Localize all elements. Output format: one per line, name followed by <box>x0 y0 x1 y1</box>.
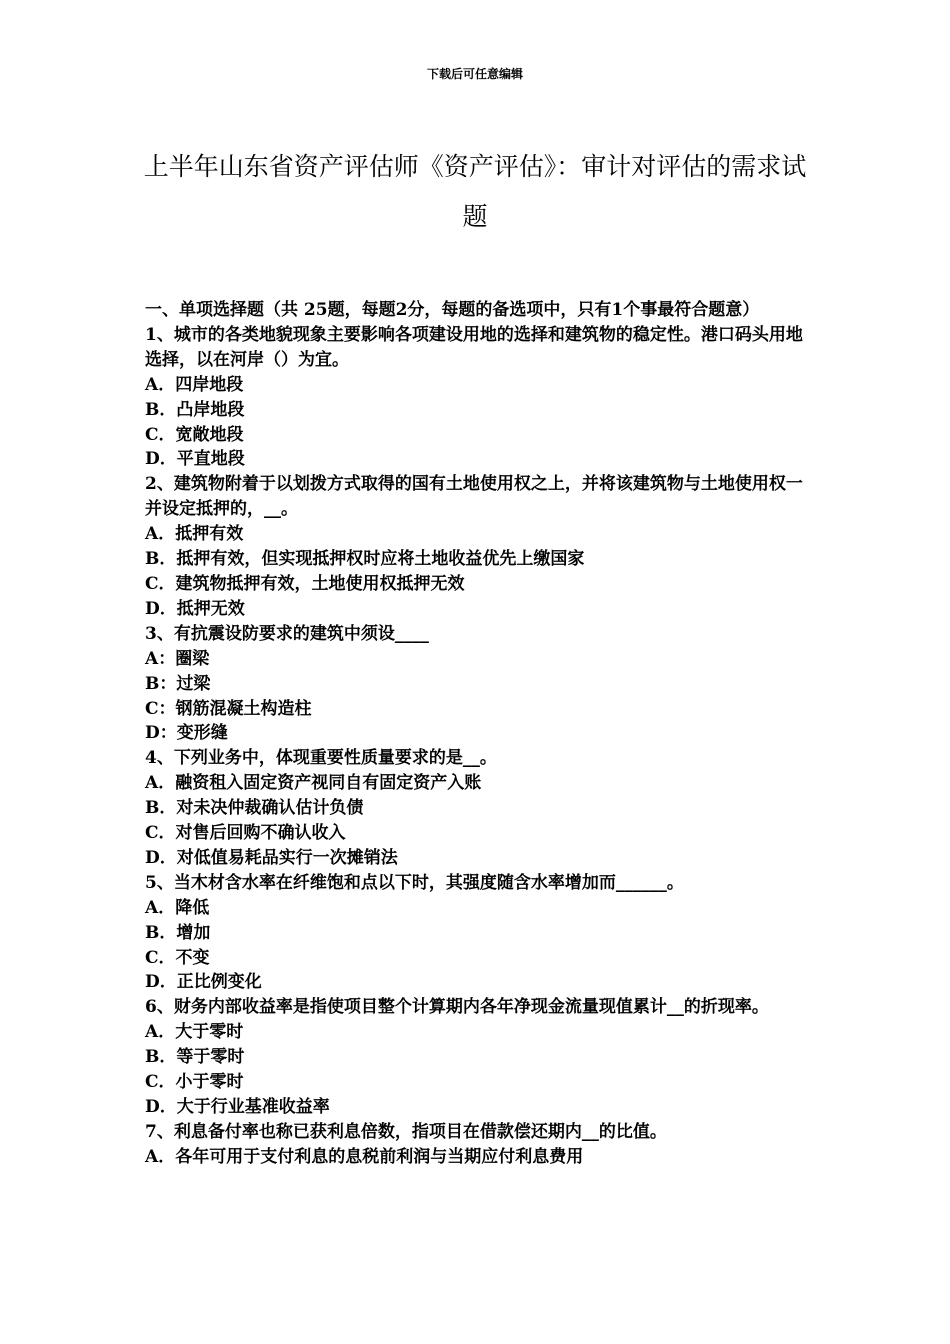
question-stem: 1、城市的各类地貌现象主要影响各项建设用地的选择和建筑物的稳定性。港口码头用地选择，以在河岸（）为宜。 <box>145 324 803 370</box>
question-option: D：变形缝 <box>145 723 228 744</box>
question-option: C．对售后回购不确认收入 <box>145 823 346 844</box>
question-stem: 2、建筑物附着于以划拨方式取得的国有土地使用权之上，并将该建筑物与土地使用权一并设定抵押的，__。 <box>145 474 803 520</box>
question-option: D．正比例变化 <box>145 972 262 993</box>
question-6 <box>145 995 810 1120</box>
question-option: D．对低值易耗品实行一次摊销法 <box>145 847 398 868</box>
question-option: B．对未决仲裁确认估计负债 <box>145 798 364 819</box>
question-option: C．建筑物抵押有效，土地使用权抵押无效 <box>145 573 465 594</box>
question-option: B．增加 <box>145 922 211 943</box>
question-stem: 3、有抗震设防要求的建筑中须设____ <box>145 623 429 644</box>
question-stem: 5、当木材含水率在纤维饱和点以下时，其强度随含水率增加而______。 <box>145 872 684 893</box>
question-7 <box>145 1120 810 1170</box>
question-option: D．平直地段 <box>145 449 245 470</box>
question-option: C．小于零时 <box>145 1072 244 1093</box>
question-3 <box>145 622 810 747</box>
question-1 <box>145 323 810 472</box>
section-heading: 一、单项选择题（共 25题，每题2分，每题的备选项中，只有1个事最符合题意） <box>145 300 760 320</box>
question-stem: 6、财务内部收益率是指使项目整个计算期内各年净现金流量现值累计__的折现率。 <box>145 997 769 1018</box>
question-stem: 4、下列业务中，体现重要性质量要求的是__。 <box>145 748 497 769</box>
question-stem: 7、利息备付率也称已获利息倍数，指项目在借款偿还期内__的比值。 <box>145 1121 667 1142</box>
question-option: B．抵押有效，但实现抵押权时应将土地收益优先上缴国家 <box>145 549 585 570</box>
question-option: A．降低 <box>145 897 210 918</box>
question-option: C．不变 <box>145 947 210 968</box>
question-option: B．凸岸地段 <box>145 399 245 420</box>
question-option: C．宽敞地段 <box>145 424 244 445</box>
question-option: A．抵押有效 <box>145 524 244 545</box>
question-4 <box>145 746 810 871</box>
document-body <box>145 298 810 1170</box>
question-option: A：圈梁 <box>145 648 210 669</box>
question-option: B．等于零时 <box>145 1047 245 1068</box>
question-option: D．抵押无效 <box>145 598 245 619</box>
question-5 <box>145 871 810 996</box>
question-option: A．各年可用于支付利息的息税前利润与当期应付利息费用 <box>145 1146 584 1167</box>
question-option: C：钢筋混凝土构造柱 <box>145 698 312 719</box>
header-note: 下载后可任意编辑 <box>426 67 523 81</box>
question-2 <box>145 472 810 621</box>
question-option: D．大于行业基准收益率 <box>145 1097 330 1117</box>
question-option: A．四岸地段 <box>145 374 244 395</box>
question-option: B：过梁 <box>145 673 211 694</box>
question-option: A．融资租入固定资产视同自有固定资产入账 <box>145 773 482 794</box>
question-option: A．大于零时 <box>145 1022 244 1043</box>
document-title: 上半年山东省资产评估师《资产评估》：审计对评估的需求试题 <box>143 152 807 231</box>
